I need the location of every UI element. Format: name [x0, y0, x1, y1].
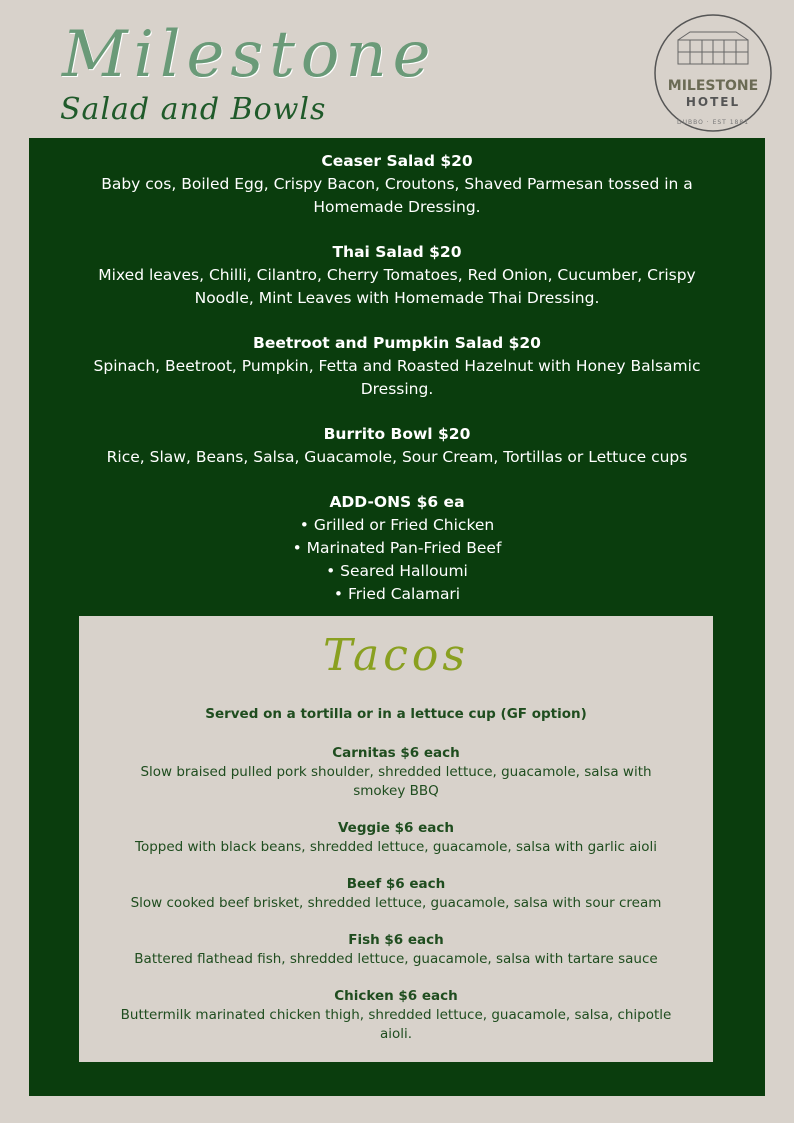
addon-item: • Grilled or Fried Chicken — [299, 516, 495, 534]
salad-name: Thai Salad $20 — [332, 243, 462, 261]
taco-desc: Buttermilk marinated chicken thigh, shredded lettuce, guacamole, salsa, chipotle aioli. — [120, 1007, 672, 1042]
salad-item — [29, 423, 765, 469]
taco-item — [79, 744, 713, 801]
menu-title: Milestone — [62, 18, 437, 92]
taco-name: Veggie $6 each — [337, 820, 455, 836]
taco-name: Chicken $6 each — [334, 988, 458, 1004]
logo-tagline: DUBBO · EST 1881 — [676, 119, 750, 126]
salad-desc: Baby cos, Boiled Egg, Crispy Bacon, Croutons, Shaved Parmesan tossed in a Homemade Dressing. — [101, 175, 693, 216]
taco-item — [79, 819, 713, 857]
logo-name: MILESTONE — [667, 78, 759, 94]
salad-item — [29, 241, 765, 310]
salad-desc: Rice, Slaw, Beans, Salsa, Guacamole, Sour Cream, Tortillas or Lettuce cups — [106, 448, 688, 466]
tacos-panel — [79, 616, 713, 1062]
salad-item — [29, 150, 765, 219]
salad-item — [29, 332, 765, 401]
addons-section — [29, 491, 765, 606]
hotel-logo — [650, 10, 776, 136]
taco-desc: Slow braised pulled pork shoulder, shredded lettuce, guacamole, salsa with smokey BBQ — [140, 764, 652, 799]
addons-title: ADD-ONS $6 ea — [329, 493, 465, 511]
salad-desc: Mixed leaves, Chilli, Cilantro, Cherry Tomatoes, Red Onion, Cucumber, Crispy Noodle, Mint Leaves with Homemade Thai Dressing. — [98, 266, 696, 307]
taco-desc: Battered flathead fish, shredded lettuce, guacamole, salsa with tartare sauce — [134, 951, 658, 967]
salad-name: Beetroot and Pumpkin Salad $20 — [253, 334, 541, 352]
taco-name: Carnitas $6 each — [332, 745, 460, 761]
taco-desc: Topped with black beans, shredded lettuce, guacamole, salsa with garlic aioli — [135, 839, 657, 855]
menu-subtitle: Salad and Bowls — [60, 92, 327, 127]
hotel-building-icon — [678, 32, 748, 64]
addon-item: • Seared Halloumi — [326, 562, 468, 580]
salad-desc: Spinach, Beetroot, Pumpkin, Fetta and Roasted Hazelnut with Honey Balsamic Dressing. — [93, 357, 701, 398]
salad-menu-panel — [29, 138, 765, 1096]
logo-sub: HOTEL — [685, 95, 741, 109]
taco-item — [79, 987, 713, 1044]
taco-item — [79, 875, 713, 913]
addon-item: • Fried Calamari — [333, 585, 461, 603]
addons-list — [29, 514, 765, 606]
tacos-title: Tacos — [323, 630, 469, 681]
salad-list — [29, 138, 765, 606]
salad-name: Ceaser Salad $20 — [321, 152, 473, 170]
taco-name: Fish $6 each — [348, 932, 444, 948]
salad-name: Burrito Bowl $20 — [323, 425, 471, 443]
taco-desc: Slow cooked beef brisket, shredded lettuce, guacamole, salsa with sour cream — [130, 895, 662, 911]
addon-item: • Marinated Pan-Fried Beef — [292, 539, 502, 557]
tacos-served-note: Served on a tortilla or in a lettuce cup (GF option) — [205, 706, 587, 722]
taco-name: Beef $6 each — [346, 876, 446, 892]
taco-item — [79, 931, 713, 969]
